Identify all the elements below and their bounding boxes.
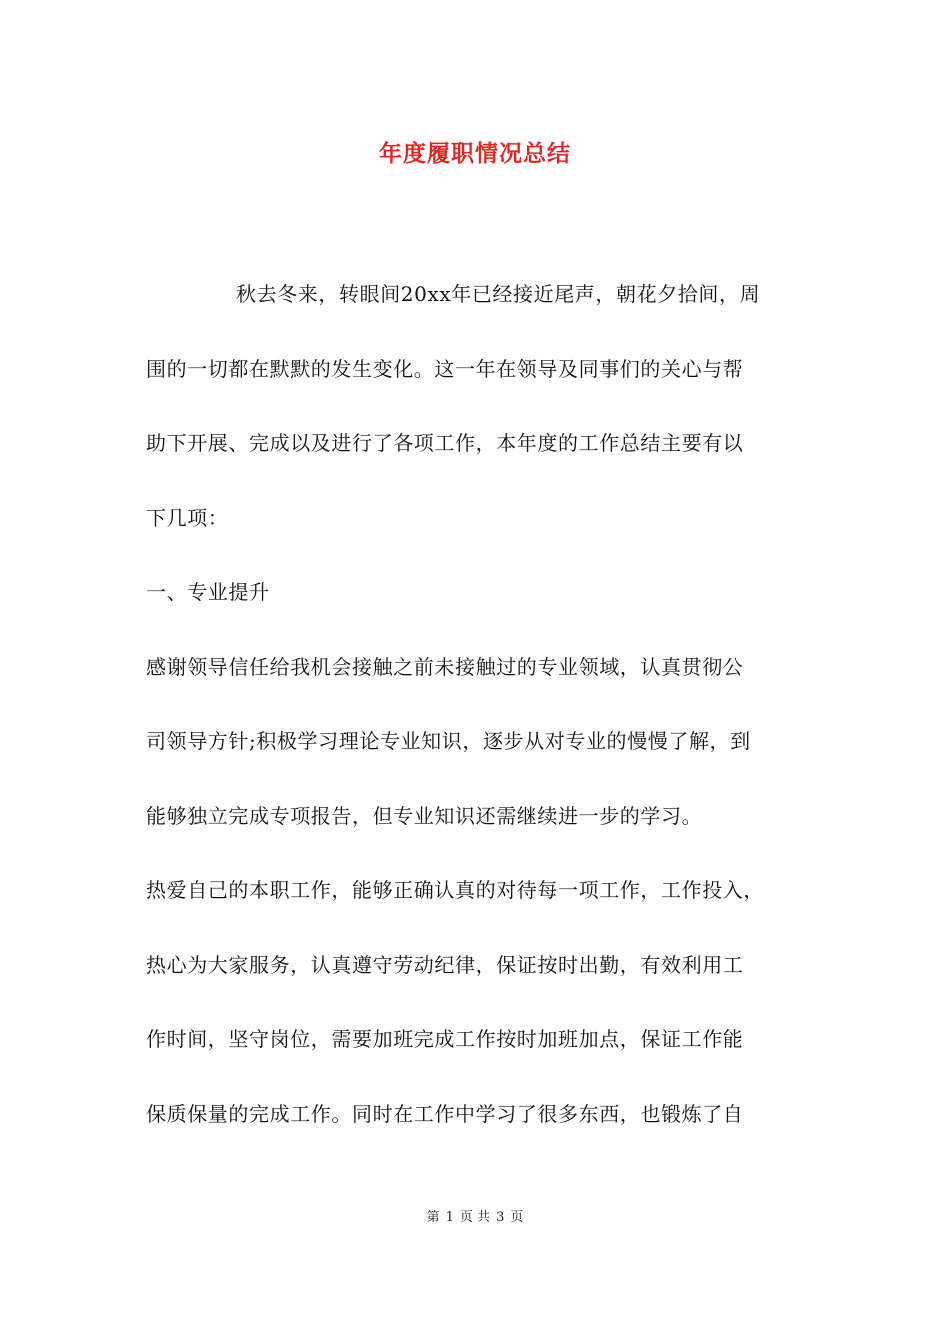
footer-total-pages: 3 bbox=[496, 1210, 505, 1225]
paragraph-line: 下几项： bbox=[146, 506, 229, 530]
paragraph-line: 能够独立完成专项报告，但专业知识还需继续进一步的学习。 bbox=[146, 804, 703, 828]
paragraph-line: 作时间，坚守岗位，需要加班完成工作按时加班加点，保证工作能 bbox=[146, 1027, 744, 1051]
paragraph-line: 感谢领导信任给我机会接触之前未接触过的专业领域，认真贯彻公 bbox=[146, 655, 744, 679]
paragraph-line: 保质保量的完成工作。同时在工作中学习了很多东西，也锻炼了自 bbox=[146, 1102, 744, 1126]
paragraph-line: 助下开展、完成以及进行了各项工作，本年度的工作总结主要有以 bbox=[146, 431, 744, 455]
footer-middle: 页 共 bbox=[459, 1210, 491, 1225]
paragraph-line: 围的一切都在默默的发生变化。这一年在领导及同事们的关心与帮 bbox=[146, 357, 744, 381]
document-title: 年度履职情况总结 bbox=[379, 140, 571, 167]
footer-prefix: 第 bbox=[426, 1210, 440, 1225]
paragraph-line: 秋去冬来，转眼间20xx年已经接近尾声，朝花夕拾间，周 bbox=[236, 282, 761, 306]
paragraph-line: 热心为大家服务，认真遵守劳动纪律，保证按时出勤，有效利用工 bbox=[146, 953, 744, 977]
section-heading: 一、专业提升 bbox=[146, 580, 270, 604]
footer-current-page: 1 bbox=[445, 1210, 454, 1225]
paragraph-line: 司领导方针;积极学习理论专业知识，逐步从对专业的慢慢了解，到 bbox=[146, 729, 751, 753]
footer-suffix: 页 bbox=[510, 1210, 524, 1225]
paragraph-line: 热爱自己的本职工作，能够正确认真的对待每一项工作，工作投入， bbox=[146, 878, 764, 902]
page-footer bbox=[0, 1208, 950, 1228]
